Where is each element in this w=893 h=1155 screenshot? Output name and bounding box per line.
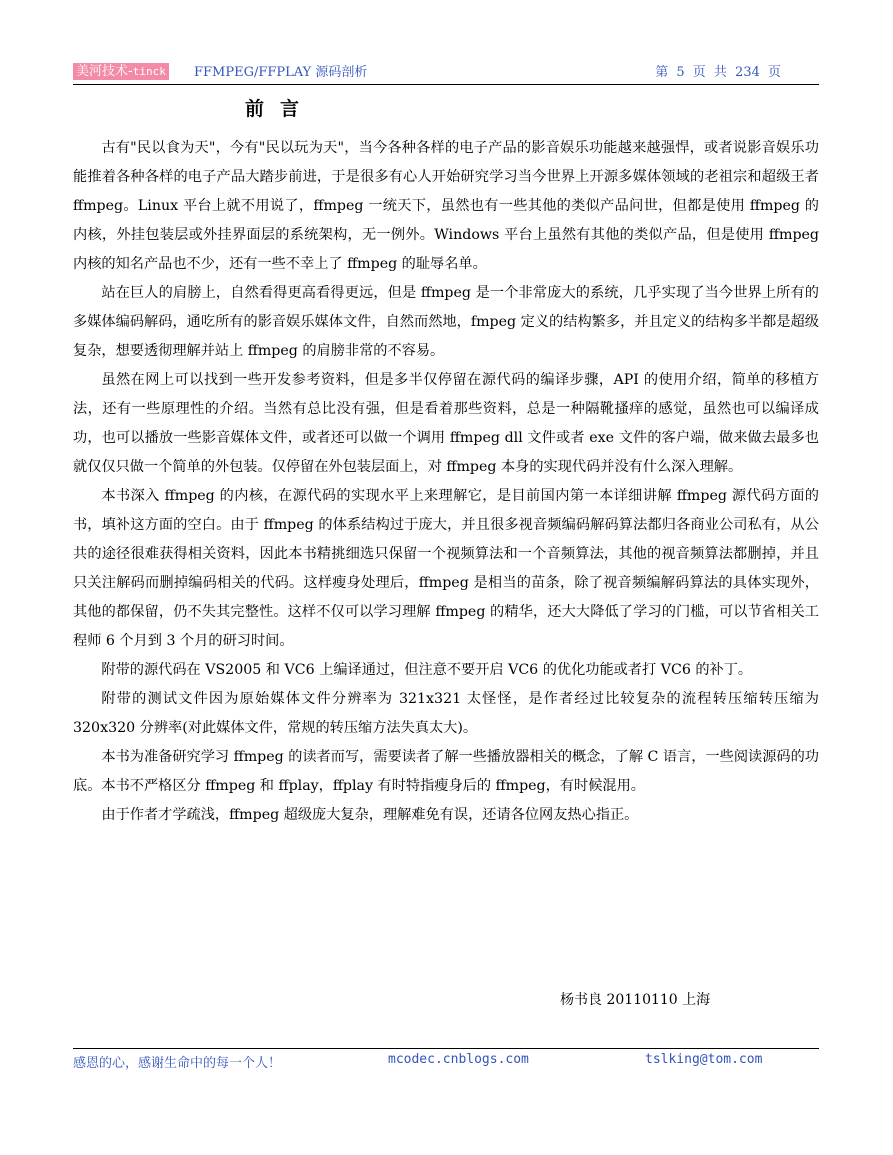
footer-motto: 感恩的心，感谢生命中的每一个人！ <box>73 1056 282 1071</box>
paragraph: 附带的测试文件因为原始媒体文件分辨率为 321x321 太怪怪，是作者经过比较复杂的流程转压缩转压缩为 320x320 分辨率(对此媒体文件，常规的转压缩方法失真太大)。 <box>73 691 819 736</box>
paragraph: 虽然在网上可以找到一些开发参考资料，但是多半仅停留在源代码的编译步骤，API 的使用介绍，简单的移植方法，还有一些原理性的介绍。当然有总比没有强，但是看着那些资料，总是一种隔靴搔痒的感觉，虽然也可以编译成功，也可以播放一些影音媒体文件，或者还可以做一个调用 ffmpeg dll 文件或者 exe 文件的客户端，做来做去最多也就仅仅只做一个简单的外包装。仅停留在外包装层面上，对 ffmpeg 本身的实现代码并没有什么深入理解。 <box>73 372 819 475</box>
book-title: FFMPEG/FFPLAY 源码剖析 <box>194 65 368 80</box>
body-text <box>73 134 819 830</box>
paragraph: 古有"民以食为天"，今有"民以玩为天"，当今各种各样的电子产品的影音娱乐功能越来越强悍，或者说影音娱乐功能推着各种各样的电子产品大踏步前进，于是很多有心人开始研究学习当今世界上开源多媒体领域的老祖宗和超级王者 ffmpeg。Linux 平台上就不用说了，ffmpeg 一统天下，虽然也有一些其他的类似产品问世，但都是使用 ffmpeg 的内核，外挂包装层或外挂界面层的系统架构，无一例外。Windows 平台上虽然有其他的类似产品，但是使用 ffmpeg 内核的知名产品也不少，还有一些不幸上了 ffmpeg 的耻辱名单。 <box>73 140 819 272</box>
author-signature: 杨书良 20110110 上海 <box>560 992 711 1008</box>
chapter-title: 前言 <box>244 98 315 120</box>
brand-tag-prefix: 美河技术- <box>76 64 133 79</box>
paragraph: 站在巨人的肩膀上，自然看得更高看得更远，但是 ffmpeg 是一个非常庞大的系统，几乎实现了当今世界上所有的多媒体编码解码，通吃所有的影音娱乐媒体文件，自然而然地，fmpeg 定义的结构繁多，并且定义的结构多半都是超级复杂，想要透彻理解并站上 ffmpeg 的肩膀非常的不容易。 <box>73 285 819 359</box>
brand-tag-suffix: tinck <box>132 65 166 78</box>
page-header <box>73 62 819 85</box>
footer-website-link[interactable]: mcodec.cnblogs.com <box>388 1052 529 1067</box>
page-number: 第 5 页 共 234 页 <box>655 65 781 80</box>
paragraph: 本书为准备研究学习 ffmpeg 的读者而写，需要读者了解一些播放器相关的概念，了解 C 语言，一些阅读源码的功底。本书不严格区分 ffmpeg 和 ffplay，ffplay 有时特指瘦身后的 ffmpeg，有时候混用。 <box>73 749 819 794</box>
paragraph: 附带的源代码在 VS2005 和 VC6 上编译通过，但注意不要开启 VC6 的优化功能或者打 VC6 的补丁。 <box>101 662 753 678</box>
paragraph: 本书深入 ffmpeg 的内核，在源代码的实现水平上来理解它，是目前国内第一本详细讲解 ffmpeg 源代码方面的书，填补这方面的空白。由于 ffmpeg 的体系结构过于庞大，并且很多视音频编码解码算法都归各商业公司私有，从公共的途径很难获得相关资料，因此本书精挑细选只保留一个视频算法和一个音频算法，其他的视音频算法都删掉，并且只关注解码而删掉编码相关的代码。这样瘦身处理后，ffmpeg 是相当的苗条，除了视音频编解码算法的具体实现外，其他的都保留，仍不失其完整性。这样不仅可以学习理解 ffmpeg 的精华，还大大降低了学习的门槛，可以节省相关工程师 6 个月到 3 个月的研习时间。 <box>73 488 819 649</box>
paragraph: 由于作者才学疏浅，ffmpeg 超级庞大复杂，理解难免有误，还请各位网友热心指正。 <box>101 807 639 823</box>
brand-tag <box>73 63 169 80</box>
page-footer <box>73 1048 819 1075</box>
footer-email-link[interactable]: tslking@tom.com <box>645 1052 763 1067</box>
